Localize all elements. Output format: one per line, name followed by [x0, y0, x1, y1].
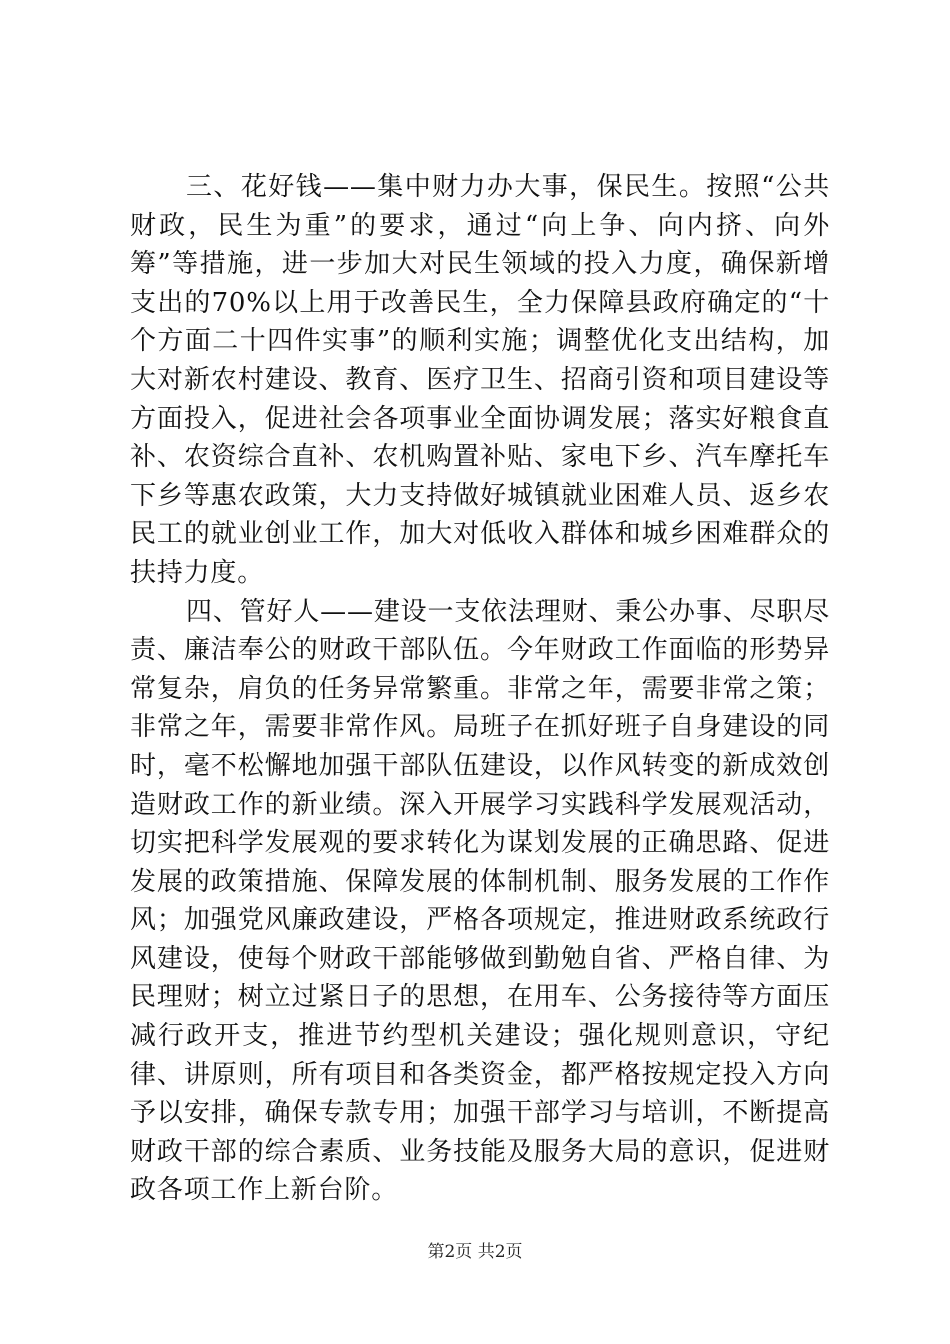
paragraph-spend-money-well: 三、花好钱——集中财力办大事，保民生。按照“公共财政，民生为重”的要求，通过“向上争、向内挤、向外筹”等措施，进一步加大对民生领域的投入力度，确保新增支出的70%以上用于改善民生，全力保障县政府确定的“十个方面二十四件实事”的顺利实施；调整优化支出结构，加大对新农村建设、教育、医疗卫生、招商引资和项目建设等方面投入，促进社会各项事业全面协调发展；落实好粮食直补、农资综合直补、农机购置补贴、家电下乡、汽车摩托车下乡等惠农政策，大力支持做好城镇就业困难人员、返乡农民工的就业创业工作，加大对低收入群体和城乡困难群众的扶持力度。 — [130, 172, 830, 588]
document-body — [130, 168, 830, 1210]
paragraph-manage-people-well: 四、管好人——建设一支依法理财、秉公办事、尽职尽责、廉洁奉公的财政干部队伍。今年财政工作面临的形势异常复杂，肩负的任务异常繁重。非常之年，需要非常之策；非常之年，需要非常作风。局班子在抓好班子自身建设的同时，毫不松懈地加强干部队伍建设，以作风转变的新成效创造财政工作的新业绩。深入开展学习实践科学发展观活动，切实把科学发展观的要求转化为谋划发展的正确思路、促进发展的政策措施、保障发展的体制机制、服务发展的工作作风；加强党风廉政建设，严格各项规定，推进财政系统政行风建设，使每个财政干部能够做到勤勉自省、严格自律、为民理财；树立过紧日子的思想，在用车、公务接待等方面压减行政开支，推进节约型机关建设；强化规则意识，守纪律、讲原则，所有项目和各类资金，都严格按规定投入方向予以安排，确保专款专用；加强干部学习与培训，不断提高财政干部的综合素质、业务技能及服务大局的意识，促进财政各项工作上新台阶。 — [130, 596, 830, 1206]
page-number-footer: 第2页 共2页 — [427, 1242, 523, 1262]
